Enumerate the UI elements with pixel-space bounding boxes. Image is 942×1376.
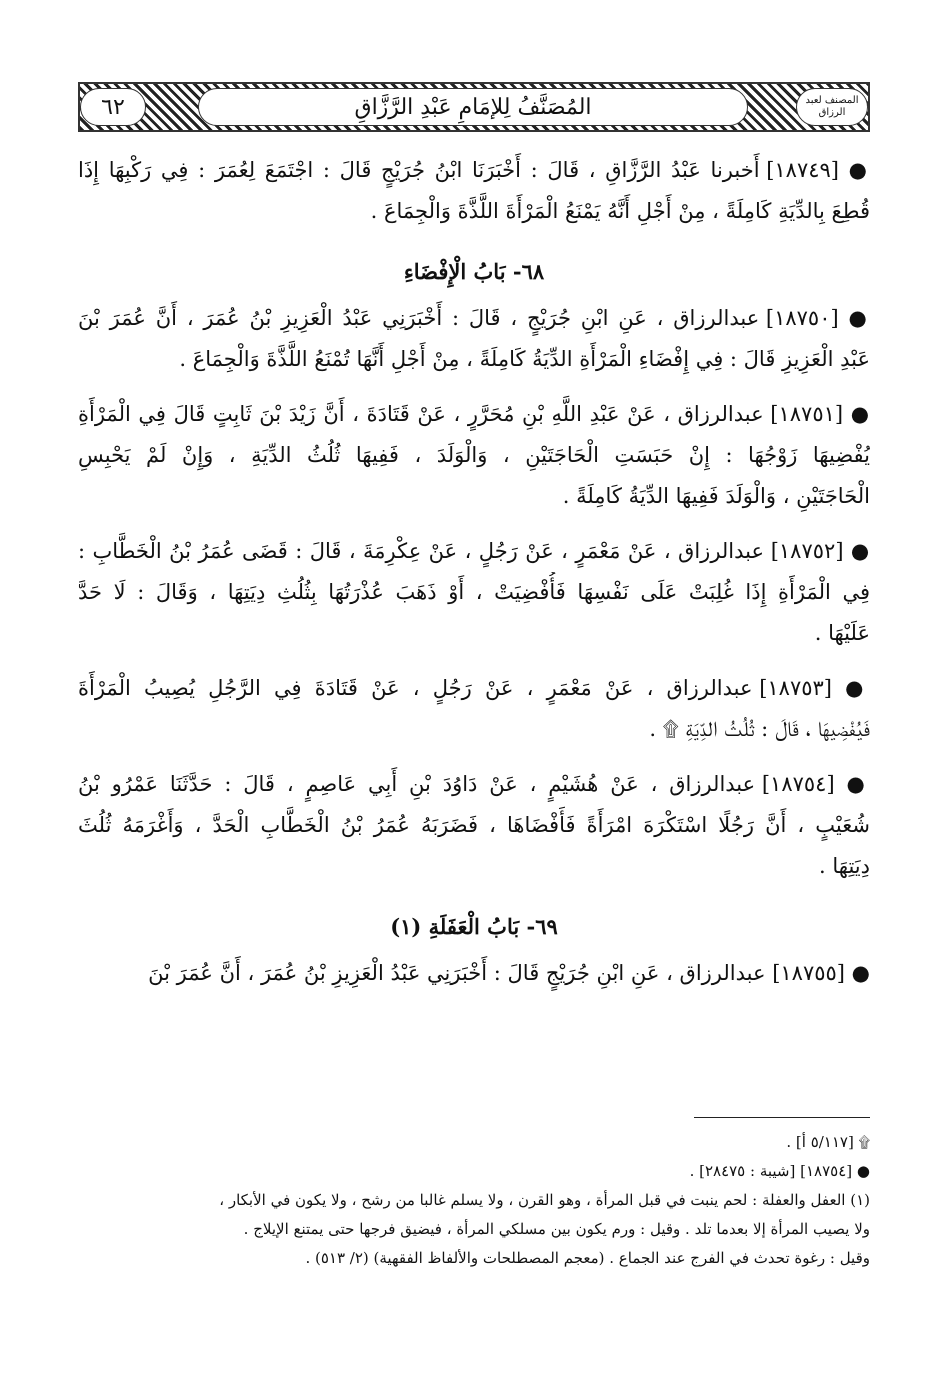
page-number: ٦٢ (80, 88, 146, 126)
page-body (78, 150, 870, 1008)
book-logo: المصنف لعبد الرزاق (796, 88, 868, 126)
text-line: الْحَاجَتَيْنِ ، وَالْوَلَدَ فَفِيهَا الدِّيَةُ كَامِلَةً . (562, 484, 870, 508)
text-line: عَبْدِ الْعَزِيزِ قَالَ : فِي إِفْضَاءِ الْمَرْأَةِ الدِّيَةُ كَامِلَةً ، مِنْ أَجْلِ أَنَّهَا تُمْنَعُ اللَّذَّةَ وَالْجِمَاعَ . (179, 347, 870, 371)
footnote-line: ۩ [٥/١١٧ أ] . (786, 1133, 870, 1151)
text-line: ● [١٨٧٤٩] أَخبرنا عَبْدُ الرَّزَّاقِ ، قَالَ : أَخْبَرَنَا ابْنُ جُرَيْجٍ قَالَ : اجْتَمَعَ لِعُمَرَ : فِي رَكْبِهَا إِذَا (78, 158, 870, 182)
footnote-separator (694, 1117, 870, 1118)
page-header (78, 82, 870, 132)
text-line: عَلَيْهَا . (814, 621, 870, 645)
text-line: ● [١٨٧٥٥] عبدالرزاق ، عَنِ ابْنِ جُرَيْجٍ قَالَ : أَخْبَرَنِي عَبْدُ الْعَزِيزِ بْنُ عُمَرَ ، أَنَّ عُمَرَ بْنَ (148, 961, 870, 985)
hadith-paragraph (78, 764, 870, 887)
text-line: ● [١٨٧٥٣] عبدالرزاق ، عَنْ مَعْمَرٍ ، عَنْ رَجُلٍ ، عَنْ قَتَادَةَ فِي الرَّجُلِ يُصِيبُ الْمَرْأَةَ (78, 676, 870, 700)
text-line: يُفْضِيهَا زَوْجُهَا : إِنْ حَبَسَتِ الْحَاجَتَيْنِ ، وَالْوَلَدَ ، فَفِيهَا ثُلُثُ الدِّيَةِ ، وَإِنْ لَمْ يَحْبِسِ (78, 443, 870, 467)
hadith-paragraph (78, 531, 870, 654)
footnote-line: ● [١٨٧٥٤] [شيبة : ٢٨٤٧٥] . (689, 1162, 870, 1180)
hadith-paragraph (78, 298, 870, 380)
text-line: قُطِعَ بِالدِّيَةِ كَامِلَةً ، مِنْ أَجْلِ أَنَّهُ يَمْنَعُ الْمَرْأَةَ اللَّذَّةَ وَالْجِمَاعَ . (370, 199, 870, 223)
text-line: دِيَتِهَا . (819, 854, 870, 878)
text-line: ● [١٨٧٥٤] عبدالرزاق ، عَنْ هُشَيْمٍ ، عَنْ دَاوُدَ بْنِ أَبِي عَاصِمٍ ، قَالَ : حَدَّثَنَا عَمْرُو بْنُ (78, 772, 870, 796)
chapter-heading: ٦٨- بَابُ الْإِفْضَاءِ (403, 259, 545, 284)
hadith-paragraph (78, 394, 870, 517)
footnote-line: (١) العفل والعفلة : لحم ينبت في قبل المرأة ، وهو القرن ، ولا يسلم غالبا من رشح ، ولا يكون في الأبكار ، (219, 1191, 870, 1209)
text-line: فِي الْمَرْأَةِ إِذَا غُلِبَتْ عَلَى نَفْسِهَا فَأُفْضِيَتْ ، أَوْ ذَهَبَ عُذْرَتُهَا بِثُلُثِ دِيَتِهَا ، وَقَالَ : لَا حَدَّ (78, 580, 870, 604)
hadith-paragraph (78, 150, 870, 232)
text-line: ● [١٨٧٥٠] عبدالرزاق ، عَنِ ابْنِ جُرَيْجٍ ، قَالَ : أَخْبَرَنِي عَبْدُ الْعَزِيزِ بْنُ عُمَرَ ، أَنَّ عُمَرَ بْنَ (78, 306, 870, 330)
hadith-paragraph (78, 953, 870, 994)
footnote-line: ولا يصيب المرأة إلا بعدما تلد . وقيل : ورم يكون بين مسلكي المرأة ، فيضيق فرجها حتى يمتنع الإيلاج . (243, 1220, 870, 1238)
hadith-paragraph (78, 668, 870, 750)
book-title: المُصَنَّفُ لِلإمَامِ عَبْدِ الرَّزَّاقِ (198, 88, 748, 126)
text-line: شُعَيْبٍ ، أَنَّ رَجُلًا اسْتَكْرَهَ امْرَأَةً فَأَفْضَاهَا ، فَضَرَبَهُ عُمَرُ بْنُ الْخَطَّابِ الْحَدَّ ، وَأَغْرَمَهُ ثُلُثَ (78, 813, 870, 837)
text-line: ● [١٨٧٥٢] عبدالرزاق ، عَنْ مَعْمَرٍ ، عَنْ رَجُلٍ ، عَنْ عِكْرِمَةَ ، قَالَ : قَضَى عُمَرُ بْنُ الْخَطَّابِ : (78, 539, 870, 563)
footnote-line: وقيل : رغوة تحدث في الفرج عند الجماع . (معجم المصطلحات والألفاظ الفقهية) (٢/ ٥١٣) . (305, 1249, 870, 1267)
chapter-heading: ٦٩- بَابُ الْعَفَلَةِ (١) (390, 914, 558, 939)
footnotes (78, 1128, 870, 1273)
text-line: فَيُفْضِيهَا ، قَالَ : ثُلُثُ الدِّيَةِ ۩ . (649, 717, 870, 741)
text-line: ● [١٨٧٥١] عبدالرزاق ، عَنْ عَبْدِ اللَّهِ بْنِ مُحَرَّرٍ ، عَنْ قَتَادَةَ ، أَنَّ زَيْدَ بْنَ ثَابِتٍ قَالَ فِي الْمَرْأَةِ (78, 402, 870, 426)
